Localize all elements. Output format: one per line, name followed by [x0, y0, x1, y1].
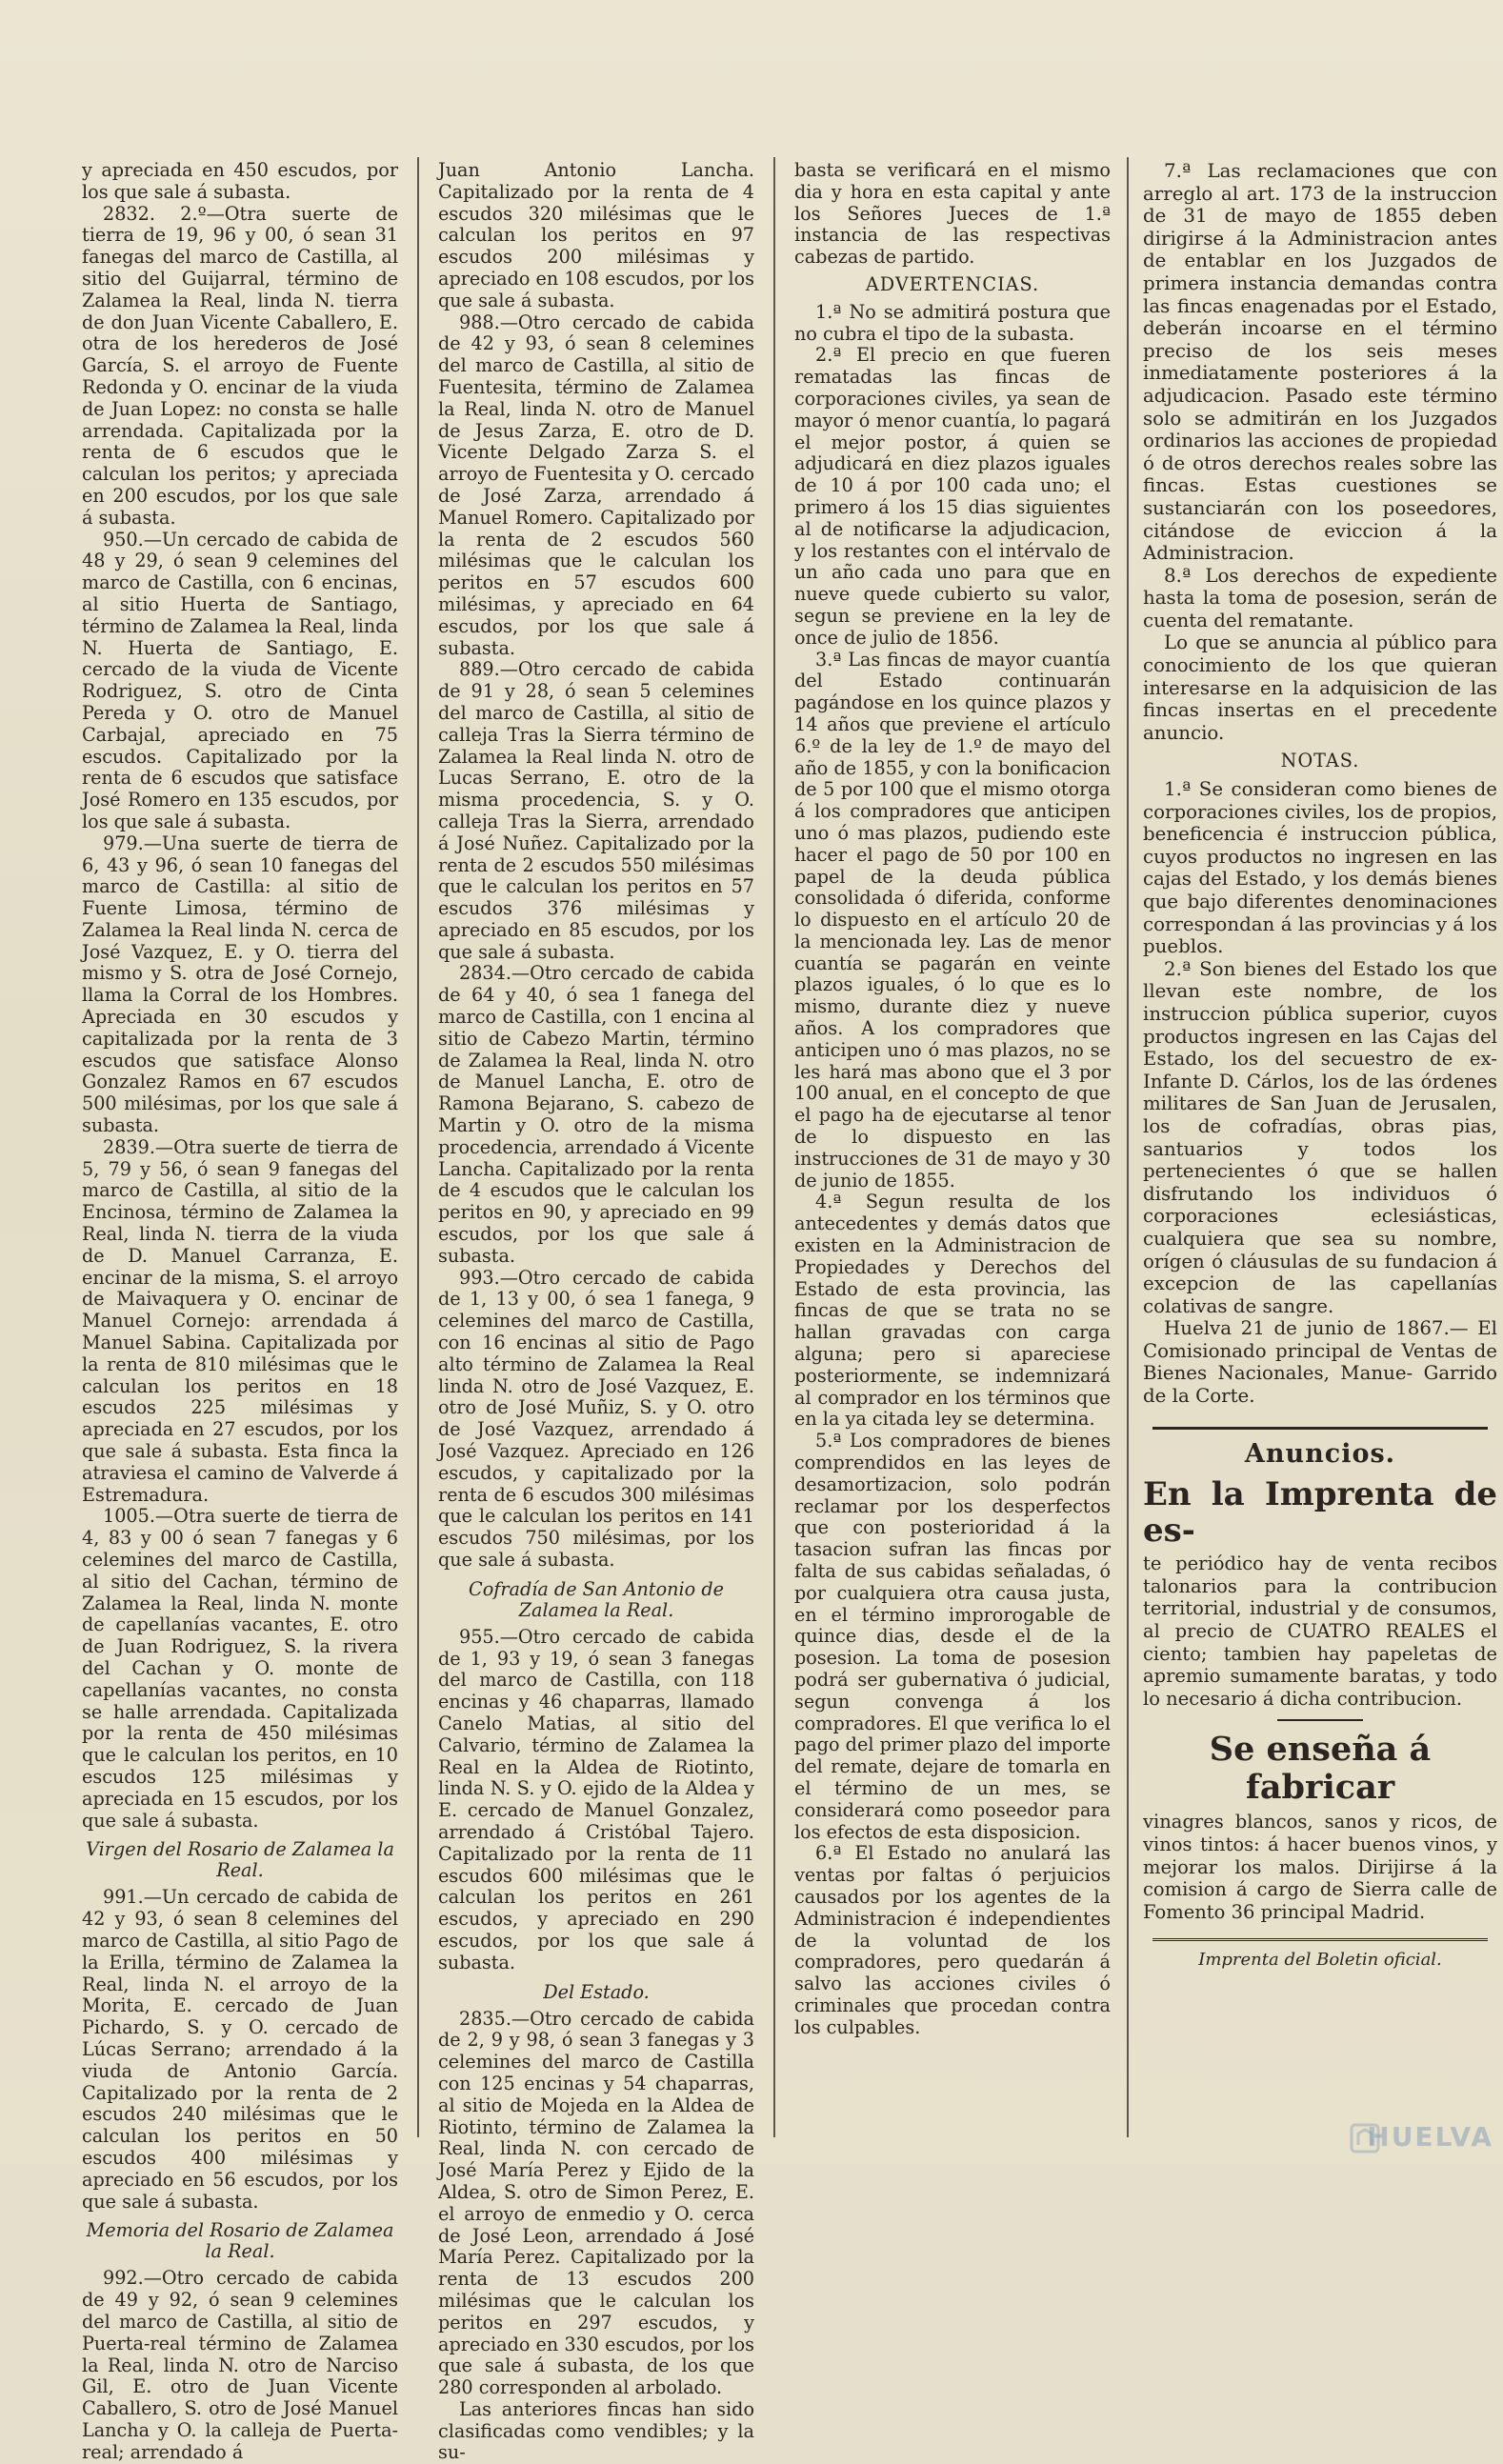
- paragraph: 992.—Otro cercado de cabida de 49 y 92, ó sean 9 celemines del marco de Castilla, al sitio de Puerta-real término de Zalamea la Real, linda N. otro de Narciso Gil, E. otro de Juan Vicente Caballero, S. otro de José Manuel Lancha y O. la calleja de Puerta-real; arrendado á: [82, 2267, 398, 2463]
- ad-imprenta-body: te periódico hay de venta recibos talonarios para la contribucion territorial, industrial y de consumos, al precio de CUATRO REALES el ciento; tambien hay papeletas de apremio sumamente baratas, y todo lo necesario á dicha contribucion.: [1143, 1553, 1497, 1710]
- paragraph: 991.—Un cercado de cabida de 42 y 93, ó sean 8 celemines del marco de Castilla, al sitio Pago de la Erilla, término de Zalamea la Real, linda N. el arroyo de la Morita, E. cercado de Juan Pichardo, S. y O. cercado de Lúcas Serrano; arrendado á la viuda de Antonio García. Capitalizado por la renta de 2 escudos 240 milésimas que le calculan los peritos en 50 escudos 400 milésimas y apreciado en 56 escudos, por los que sale á subasta.: [82, 1886, 398, 2213]
- section-heading: Memoria del Rosario de Zalamea la Real.: [86, 2219, 394, 2263]
- archive-watermark: HUELVA: [1367, 2121, 1493, 2153]
- section-title: ADVERTENCIAS.: [865, 272, 1040, 295]
- paragraph: 2835.—Otro cercado de cabida de 2, 9 y 98, ó sean 3 fanegas y 3 celemines del marco de Castilla con 125 encinas y 54 chaparras, al sitio de Mojeda en la Aldea de Riotinto, término de Zalamea la Real, linda N. con cercado de José María Perez y Ejido de la Aldea, S. otro de Simon Perez, E. el arroyo de enmedio y O. cerca de José Leon, arrendado á José María Perez. Capitalizado por la renta de 13 escudos 200 milésimas que le calculan los peritos en 297 escudos, y apreciado en 330 escudos, por los que sale á subasta, de los que 280 corresponden al arbolado.: [438, 2007, 754, 2399]
- section-title: NOTAS.: [1280, 750, 1360, 772]
- section-heading: Virgen del Rosario de Zalamea la Real.: [86, 1838, 394, 1882]
- section-heading: Del Estado.: [543, 1980, 650, 2003]
- ad-vinagres-body: vinagres blancos, sanos y ricos, de vinos tintos: á hacer buenos vinos, y mejorar los malos. Dirijirse á la comision á cargo de Sierra calle de Fomento 36 principal Madrid.: [1143, 1811, 1497, 1923]
- paragraph: 5.ª Los compradores de bienes comprendidos en las leyes de desamortizacion, solo podrán reclamar por los desperfectos que con posterioridad á la tasacion sufran las fincas por falta de sus cabidas señaladas, ó por cualquiera otra causa justa, en el término improrogable de quince dias, desde el de la posesion. La toma de posesion podrá ser gubernativa ó judicial, segun convenga á los compradores. El que verifica lo el pago del primer plazo del importe del remate, dejare de tomarla en el término de un mes, se considerará como poseedor para los efectos de esta disposicion.: [794, 1430, 1111, 1843]
- imprint-line: Imprenta del Boletin oficial.: [1198, 1950, 1442, 1971]
- paragraph: 1.ª Se consideran como bienes de corporaciones civiles, los de propios, beneficencia é instruccion pública, cuyos productos no ingresen en las cajas del Estado, y los demás bienes que bajo diferentes denominaciones correspondan á las provincias y á los pueblos.: [1143, 778, 1497, 958]
- column-rule: [773, 157, 775, 2137]
- paragraph: 950.—Un cercado de cabida de 48 y 29, ó sean 9 celemines del marco de Castilla, con 6 encinas, al sitio Huerta de Santiago, término de Zalamea la Real, linda N. Huerta de Santiago, E. cercado de la viuda de Vicente Rodriguez, S. otro de Cinta Pereda y O. otro de Manuel Carbajal, apreciado en 75 escudos. Capitalizado por la renta de 6 escudos que satisface José Romero en 135 escudos, por los que sale á subasta.: [82, 528, 398, 832]
- paragraph: y apreciada en 450 escudos, por los que sale á subasta.: [82, 159, 398, 203]
- column-3: [794, 160, 1111, 2135]
- column-rule: [1127, 157, 1129, 2137]
- footer-rule: [1152, 1938, 1488, 1941]
- paragraph: 4.ª Segun resulta de los antecedentes y demás datos que existen en la Administracion de Propiedades y Derechos del Estado de esta provincia, las fincas de que se trata no se hallan gravadas con carga alguna; pero si apareciese posteriormente, se indemnizará al comprador en los términos que en la ya citada ley se determina.: [794, 1191, 1111, 1431]
- paragraph: 979.—Una suerte de tierra de 6, 43 y 96, ó sean 10 fanegas del marco de Castilla: al sitio de Fuente Limosa, término de Zalamea la Real linda N. cerca de José Vazquez, E. y O. tierra del mismo y S. otra de José Cornejo, llama la Corral de los Hombres. Apreciada en 30 escudos y capitalizada por la renta de 3 escudos que satisface Alonso Gonzalez Ramos en 67 escudos 500 milésimas, por los que sale á subasta.: [82, 831, 398, 1137]
- section-divider: [1152, 1427, 1488, 1430]
- paragraph: Las anteriores fincas han sido clasificadas como vendibles; y la su-: [438, 2397, 754, 2464]
- column-4: [1143, 160, 1497, 2135]
- section-heading: Cofradía de San Antonio de Zalamea la Real.: [469, 1577, 724, 1621]
- ad-imprenta-heading: En la Imprenta de es-: [1143, 1475, 1497, 1551]
- column-1: [82, 159, 398, 2463]
- paragraph: Huelva 21 de junio de 1867.— El Comisionado principal de Ventas de Bienes Nacionales, Manue- Garrido de la Corte.: [1143, 1317, 1497, 1408]
- paragraph: 993.—Otro cercado de cabida de 1, 13 y 00, ó sea 1 fanega, 9 celemines del marco de Castilla, con 16 encinas al sitio de Pago alto término de Zalamea la Real linda N. otro de José Vazquez, E. otro de José Muñiz, S. y O. otro de José Vazquez, arrendado á José Vazquez. Apreciado en 126 escudos, y capitalizado por la renta de 6 escudos 300 milésimas que le calculan los peritos en 141 escudos 750 milésimas, por los que sale á subasta.: [438, 1266, 754, 1571]
- paragraph: 2.ª Son bienes del Estado los que llevan este nombre, de los instruccion pública superior, cuyos productos ingresen en las Cajas del Estado, los del secuestro de ex-Infante D. Cárlos, los de las órdenes militares de San Juan de Jerusalen, los de cofradías, obras pias, santuarios y todos los pertenecientes ó que se hallen disfrutando los individuos ó corporaciones eclesiásticas, cualquiera que sea su nombre, orígen ó cláusulas de su fundacion á excepcion de las capellanías colativas de sangre.: [1143, 957, 1497, 1317]
- ad-vinagres-heading: Se enseña á fabricar: [1209, 1730, 1432, 1808]
- paragraph: 889.—Otro cercado de cabida de 91 y 28, ó sean 5 celemines del marco de Castilla, al sitio de calleja Tras la Sierra término de Zalamea la Real linda N. otro de Lucas Serrano, E. otro de la misma procedencia, S. y O. calleja Tras la Sierra, arrendado á José Nuñez. Capitalizado por la renta de 2 escudos 550 milésimas que le calculan los peritos en 57 escudos 376 milésimas y apreciado en 85 escudos, por los que sale á subasta.: [438, 658, 754, 963]
- paragraph: basta se verificará en el mismo dia y hora en esta capital y ante los Señores Jueces de 1.ª instancia de las respectivas cabezas de partido.: [794, 159, 1111, 269]
- paragraph: 6.ª El Estado no anulará las ventas por faltas ó perjuicios causados por los agentes de la Administracion é independientes de la voluntad de los compradores, pero quedarán á salvo las acciones civiles ó criminales que procedan contra los culpables.: [794, 1842, 1111, 2038]
- ad-separator: [1277, 1719, 1363, 1721]
- paragraph: 8.ª Los derechos de expediente hasta la toma de posesion, serán de cuenta del rematante.: [1143, 564, 1497, 631]
- paragraph: 1005.—Otra suerte de tierra de 4, 83 y 00 ó sean 7 fanegas y 6 celemines del marco de Castilla, al sitio del Cachan, término de Zalamea la Real, linda N. monte de capellanías vacantes, E. otro de Juan Rodriguez, S. la rivera del Cachan y O. monte de capellanías vacantes, no consta se halle arrendada. Capitalizada por la renta de 450 milésimas que le calculan los peritos, en 10 escudos 125 milésimas y apreciada en 15 escudos, por los que sale á subasta.: [82, 1505, 398, 1832]
- paragraph: 988.—Otro cercado de cabida de 42 y 93, ó sean 8 celemines del marco de Castilla, al sitio de Fuentesita, término de Zalamea la Real, linda N. otro de Manuel de Jesus Zarza, E. otro de D. Vicente Delgado Zarza S. el arroyo de Fuentesita y O. cercado de José Zarza, arrendado á Manuel Romero. Capitalizado por la renta de 2 escudos 560 milésimas que le calculan los peritos en 57 escudos 600 milésimas, y apreciado en 64 escudos, por los que sale á subasta.: [438, 311, 754, 659]
- paragraph: 955.—Otro cercado de cabida de 1, 93 y 19, ó sean 3 fanegas del marco de Castilla, con 118 encinas y 46 chaparras, llamado Canelo Matias, al sitio del Calvario, término de Zalamea la Real en la Aldea de Riotinto, linda N. S. y O. ejido de la Aldea y E. cercado de Manuel Gonzalez, arrendado á Cristóbal Tajero. Capitalizado por la renta de 11 escudos 600 milésimas que le calculan los peritos en 261 escudos, y apreciado en 290 escudos, por los que sale á subasta.: [438, 1625, 754, 1973]
- paragraph: Juan Antonio Lancha. Capitalizado por la renta de 4 escudos 320 milésimas que le calculan los peritos en 97 escudos 200 milésimas y apreciado en 108 escudos, por los que sale á subasta.: [438, 159, 754, 311]
- paragraph: 2832. 2.º—Otra suerte de tierra de 19, 96 y 00, ó sean 31 fanegas del marco de Castilla, al sitio del Guijarral, término de Zalamea la Real, linda N. tierra de don Juan Vicente Caballero, E. otra de los herederos de José García, S. el arroyo de Fuente Redonda y O. encinar de la viuda de Juan Lopez: no consta se halle arrendada. Capitalizada por la renta de 6 escudos que le calculan los peritos; y apreciada en 200 escudos, por los que sale á subasta.: [82, 202, 398, 529]
- column-rule: [417, 157, 419, 2137]
- paragraph: 2.ª El precio en que fueren rematadas las fincas de corporaciones civiles, ya sean de mayor ó menor cuantía, lo pagará el mejor postor, á quien se adjudicará en diez plazos iguales de 10 á por 100 cada uno; el primero á los 15 dias siguientes al de notificarse la adjudicacion, y los restantes con el intérvalo de un año cada uno para que en nueve quede cubierto su valor, segun se previene en la ley de once de julio de 1856.: [794, 344, 1111, 649]
- paragraph: 3.ª Las fincas de mayor cuantía del Estado continuarán pagándose en los quince plazos y 14 años que previene el artículo 6.º de la ley de 1.º de mayo del año de 1855, y con la bonificacion de 5 por 100 que el mismo otorga á los compradores que anticipen uno ó mas plazos, pudiendo este hacer el pago de 50 por 100 en papel de la deuda pública consolidada ó diferida, conforme lo dispuesto en el artículo 20 de la mencionada ley. Las de menor cuantía se pagarán en veinte plazos iguales, ó lo que es lo mismo, durante diez y nueve años. A los compradores que anticipen uno ó mas plazos, no se les hará mas abono que el 3 por 100 anual, en el concepto de que el pago ha de ejecutarse al tenor de lo dispuesto en las instrucciones de 31 de mayo y 30 de junio de 1855.: [794, 648, 1111, 1192]
- anuncios-title: Anuncios.: [1244, 1438, 1396, 1469]
- paragraph: 2834.—Otro cercado de cabida de 64 y 40, ó sea 1 fanega del marco de Castilla, con 1 encina al sitio de Cabezo Martin, término de Zalamea la Real, linda N. otro de Manuel Lancha, E. otro de Ramona Bejarano, S. cabezo de Martin y O. otro de la misma procedencia, arrendado á Vicente Lancha. Capitalizado por la renta de 4 escudos que le calculan los peritos en 90, y apreciado en 99 escudos, por los que sale á subasta.: [438, 962, 754, 1267]
- paragraph: 1.ª No se admitirá postura que no cubra el tipo de la subasta.: [794, 300, 1111, 345]
- column-4-text: [1143, 160, 1497, 1408]
- paragraph: Lo que se anuncia al público para conocimiento de los que quieran interesarse en la adquisicion de las fincas insertas en el precedente anuncio.: [1143, 631, 1497, 744]
- paragraph: 7.ª Las reclamaciones que con arreglo al art. 173 de la instruccion de 31 de mayo de 1855 deben dirigirse á la Administracion antes de entablar en los Juzgados de primera instancia demandas contra las fincas enagenadas por el Estado, deberán incoarse en el término preciso de los seis meses inmediatamente posteriores á la adjudicacion. Pasado este término solo se admitirán en los Juzgados ordinarios las acciones de propiedad ó de otros derechos reales sobre las fincas. Estas cuestiones se sustanciarán con los poseedores, citándose de eviccion á la Administracion.: [1143, 160, 1497, 565]
- paragraph: 2839.—Otra suerte de tierra de 5, 79 y 56, ó sean 9 fanegas del marco de Castilla, al sitio de la Encinosa, término de Zalamea la Real, linda N. tierra de la viuda de D. Manuel Carranza, E. encinar de la misma, S. el arroyo de Maivaquera y O. encinar de Manuel Cornejo: arrendada á Manuel Sabina. Capitalizada por la renta de 810 milésimas que le calculan los peritos en 18 escudos 225 milésimas y apreciada en 27 escudos, por los que sale á subasta. Esta finca la atraviesa el camino de Valverde á Estremadura.: [82, 1135, 398, 1506]
- column-2: [438, 159, 754, 2464]
